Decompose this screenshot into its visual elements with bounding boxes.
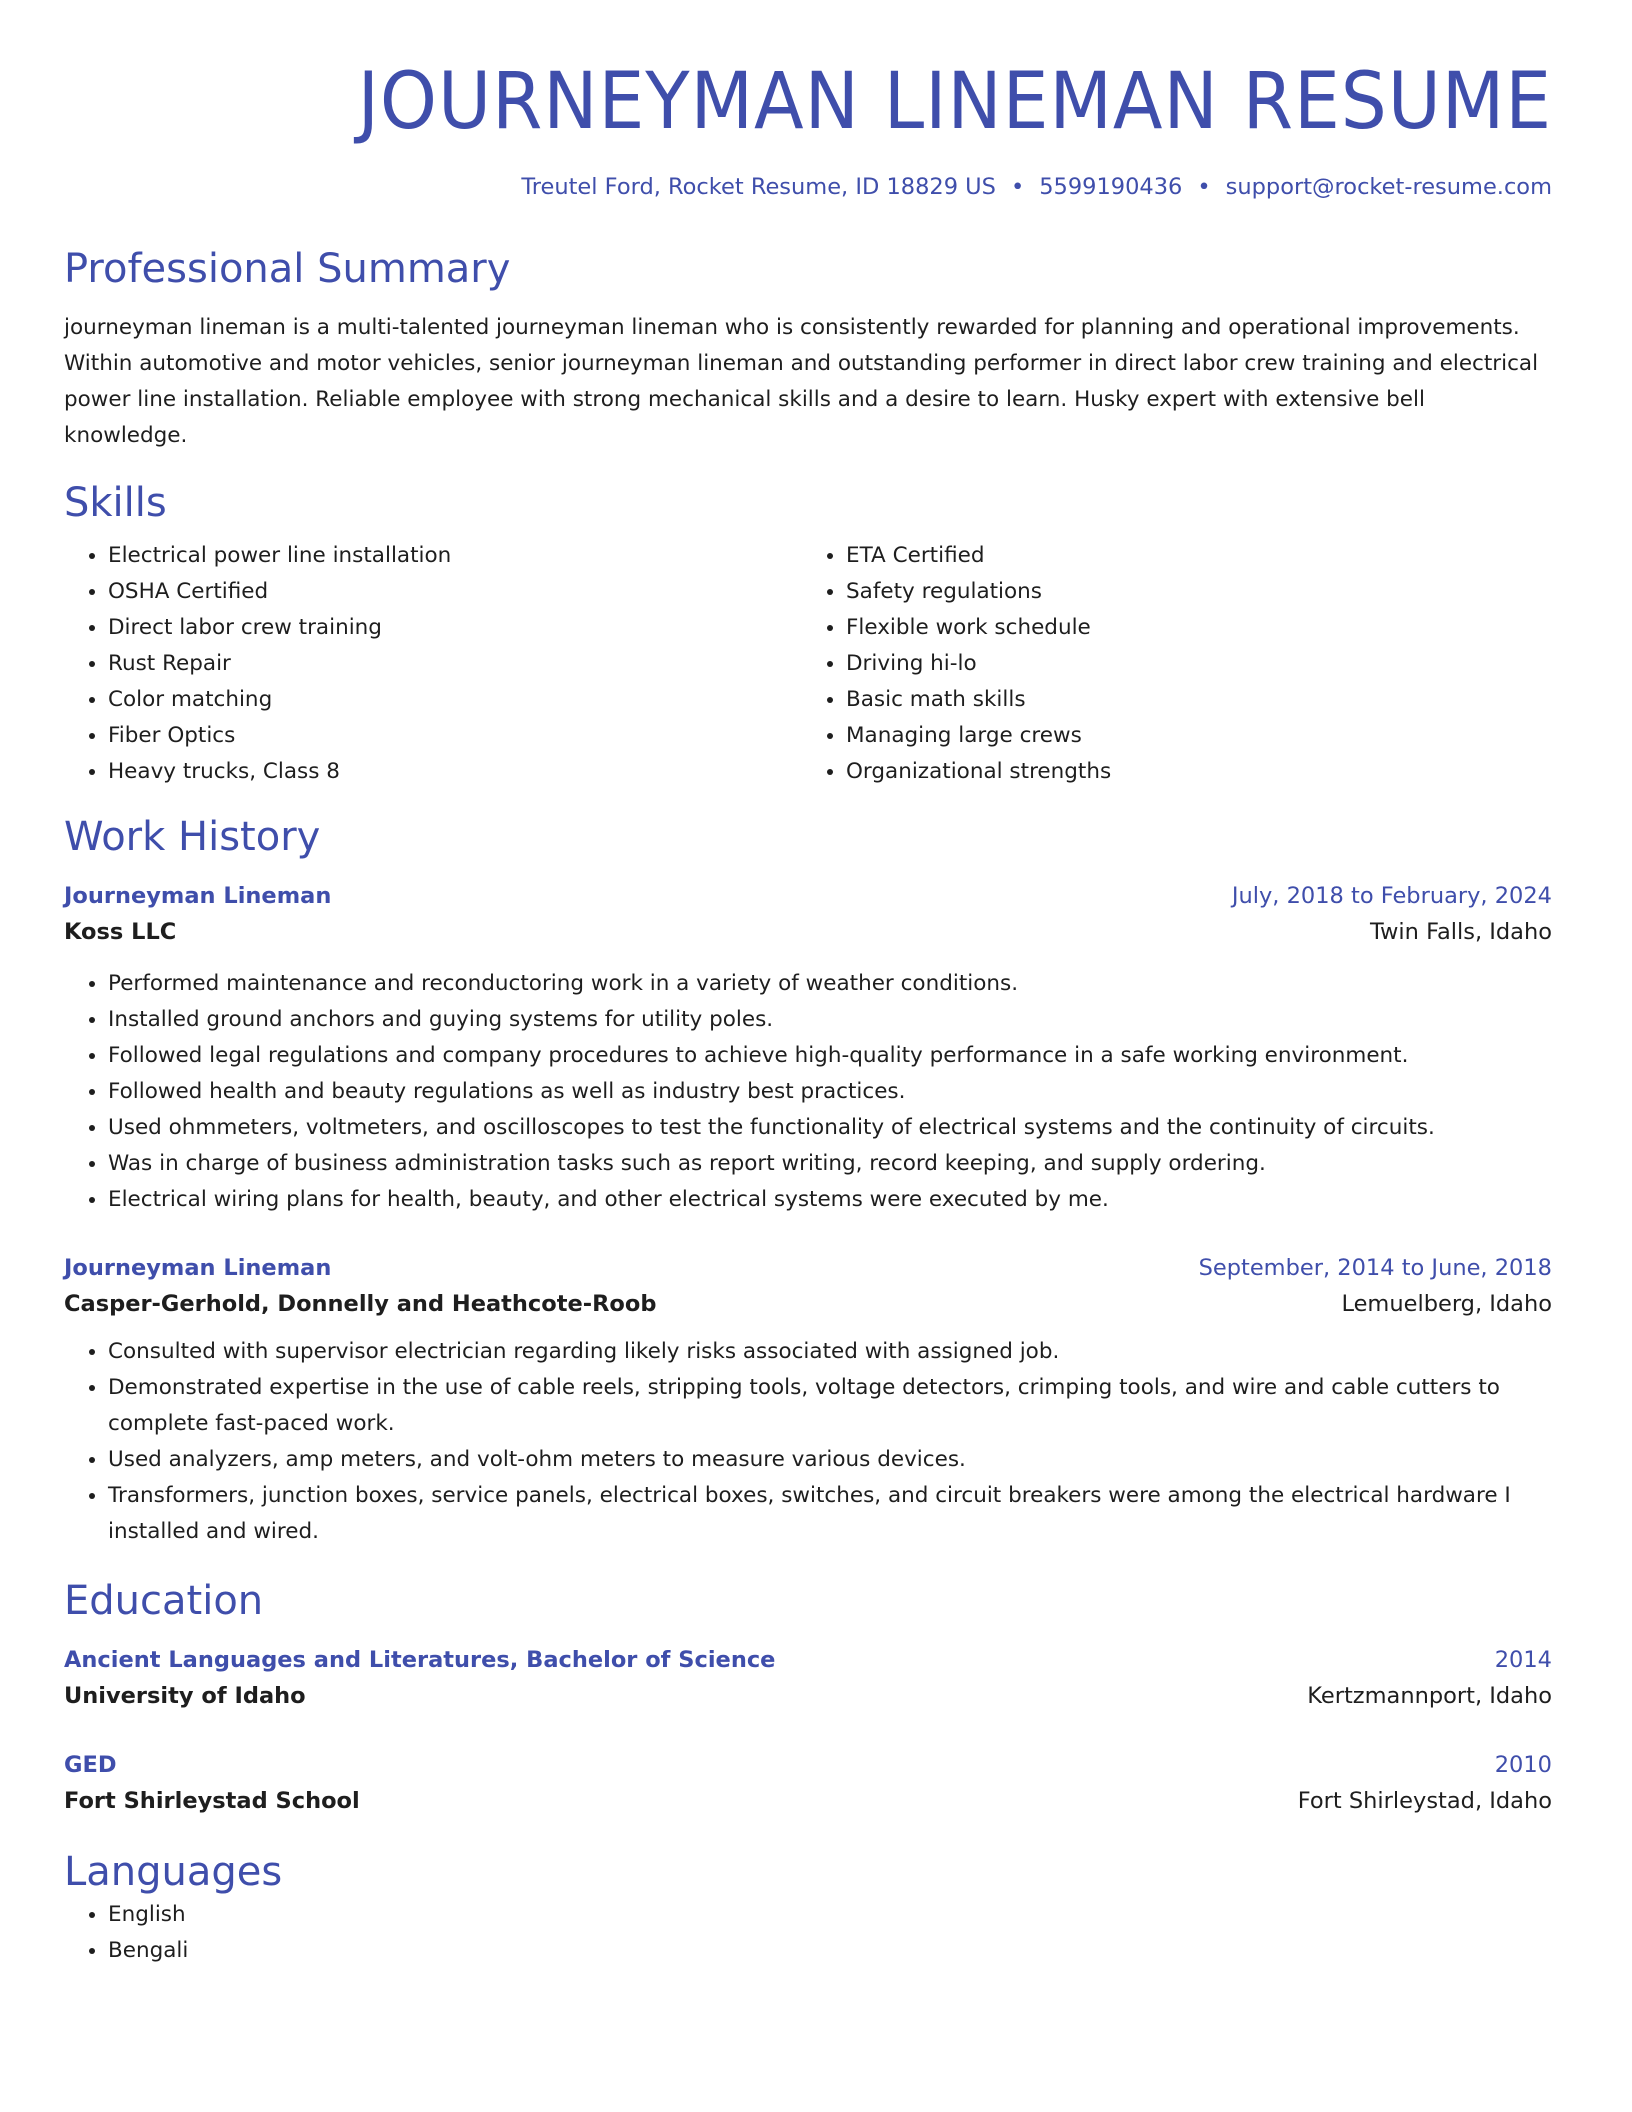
education-header (64, 1642, 1552, 1678)
skills-heading: Skills (64, 480, 167, 526)
job-dates: July, 2018 to February, 2024 (1231, 883, 1552, 909)
job-duties-list (64, 966, 1552, 1218)
skill-item: • ETA Certified (846, 538, 1552, 574)
skills-grid (64, 538, 1552, 790)
job-duty: • Was in charge of business administration tasks such as report writing, record keeping, and supply ordering. (108, 1146, 1552, 1182)
education-heading: Education (64, 1578, 264, 1624)
job-duty: • Used ohmmeters, voltmeters, and oscilloscopes to test the functionality of electrical systems and the continuity of circuits. (108, 1110, 1552, 1146)
skill-item: • Direct labor crew training (108, 610, 802, 646)
skills-column-right (802, 538, 1552, 790)
job-title: Journeyman Lineman (64, 883, 332, 909)
skill-item: • Rust Repair (108, 646, 802, 682)
contact-separator: • (1010, 174, 1025, 200)
education-degree: Ancient Languages and Literatures, Bachelor of Science (64, 1647, 776, 1673)
education-header (64, 1747, 1552, 1783)
education-entry (64, 1642, 1552, 1714)
resume-title: JOURNEYMAN LINEMAN RESUME (357, 57, 1553, 147)
skill-item: • Organizational strengths (846, 754, 1552, 790)
skill-item: • Electrical power line installation (108, 538, 802, 574)
skills-list-left (64, 538, 802, 790)
contact-address: Treutel Ford, Rocket Resume, ID 18829 US (521, 174, 996, 200)
job-duty: • Followed legal regulations and company procedures to achieve high-quality performance in a safe working environment. (108, 1038, 1552, 1074)
job-header (64, 1250, 1552, 1286)
education-location: Fort Shirleystad, Idaho (1297, 1788, 1552, 1814)
education-entry (64, 1747, 1552, 1819)
job-duty: • Electrical wiring plans for health, beauty, and other electrical systems were executed by me. (108, 1182, 1552, 1218)
job-company: Koss LLC (64, 919, 177, 945)
job-duty: • Installed ground anchors and guying systems for utility poles. (108, 1002, 1552, 1038)
skill-item: • Basic math skills (846, 682, 1552, 718)
education-subheader (64, 1783, 1552, 1819)
education-location: Kertzmannport, Idaho (1307, 1683, 1552, 1709)
job-entry (64, 1250, 1552, 1550)
language-item: • Bengali (108, 1933, 1552, 1969)
job-duty: • Consulted with supervisor electrician regarding likely risks associated with assigned job. (108, 1334, 1552, 1370)
job-entry (64, 878, 1552, 1218)
job-subheader (64, 1286, 1552, 1322)
job-header (64, 878, 1552, 914)
job-duty: • Used analyzers, amp meters, and volt-ohm meters to measure various devices. (108, 1442, 1552, 1478)
contact-line (64, 172, 1552, 202)
contact-email[interactable]: support@rocket-resume.com (1225, 174, 1552, 200)
skill-item: • Fiber Optics (108, 718, 802, 754)
skill-item: • Managing large crews (846, 718, 1552, 754)
job-duty: • Followed health and beauty regulations as well as industry best practices. (108, 1074, 1552, 1110)
summary-heading: Professional Summary (64, 246, 511, 292)
education-year: 2014 (1494, 1647, 1552, 1673)
languages-heading: Languages (64, 1849, 283, 1895)
job-location: Lemuelberg, Idaho (1341, 1291, 1552, 1317)
job-title: Journeyman Lineman (64, 1255, 332, 1281)
contact-phone[interactable]: 5599190436 (1039, 174, 1183, 200)
skill-item: • Flexible work schedule (846, 610, 1552, 646)
skills-column-left (64, 538, 802, 790)
skills-list-right (802, 538, 1552, 790)
education-degree: GED (64, 1752, 117, 1778)
summary-text: journeyman lineman is a multi-talented journeyman lineman who is consistently rewarded for planning and operational improvements. Within automotive and motor vehicles, senior journeyman lineman and outstanding performer in direct labor crew training and electrical power line installation. Reliable employee with strong mechanical skills and a desire to learn. Husky expert with extensive bell knowledge. (64, 315, 1539, 448)
education-school: Fort Shirleystad School (64, 1788, 360, 1814)
skill-item: • Safety regulations (846, 574, 1552, 610)
education-subheader (64, 1678, 1552, 1714)
job-duty: • Performed maintenance and reconductoring work in a variety of weather conditions. (108, 966, 1552, 1002)
job-company: Casper-Gerhold, Donnelly and Heathcote-Roob (64, 1291, 657, 1317)
job-duties-list (64, 1334, 1552, 1550)
job-dates: September, 2014 to June, 2018 (1198, 1255, 1552, 1281)
skill-item: • Driving hi-lo (846, 646, 1552, 682)
job-duty: • Demonstrated expertise in the use of cable reels, stripping tools, voltage detectors, crimping tools, and wire and cable cutters to complete fast-paced work. (108, 1370, 1552, 1442)
job-subheader (64, 914, 1552, 950)
language-item: • English (108, 1897, 1552, 1933)
skill-item: • Color matching (108, 682, 802, 718)
skill-item: • OSHA Certified (108, 574, 802, 610)
job-duty: • Transformers, junction boxes, service panels, electrical boxes, switches, and circuit breakers were among the electrical hardware I installed and wired. (108, 1478, 1552, 1550)
education-year: 2010 (1494, 1752, 1552, 1778)
job-location: Twin Falls, Idaho (1369, 919, 1552, 945)
work-history-heading: Work History (64, 814, 321, 860)
contact-separator: • (1197, 174, 1211, 200)
education-school: University of Idaho (64, 1683, 306, 1709)
languages-list (64, 1897, 1552, 1969)
skill-item: • Heavy trucks, Class 8 (108, 754, 802, 790)
